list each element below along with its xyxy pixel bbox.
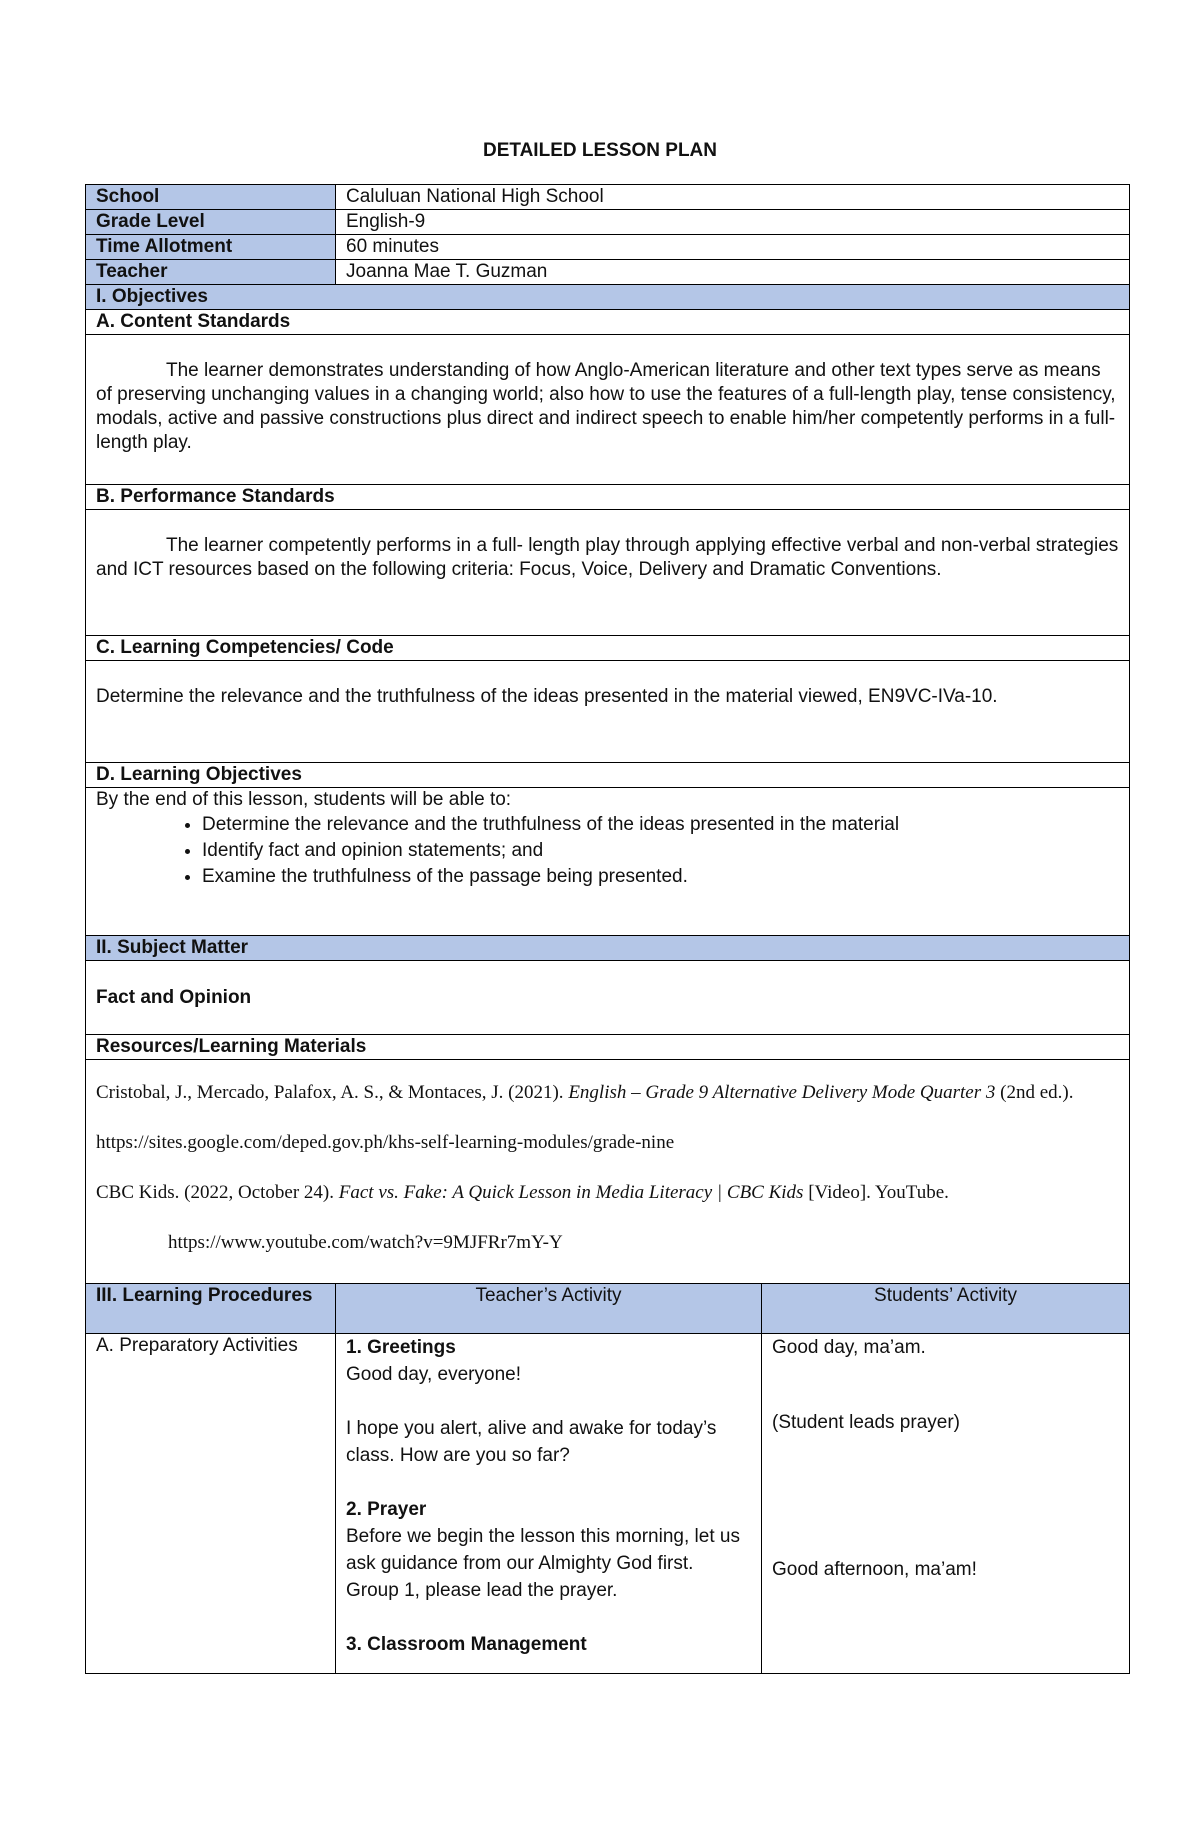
competencies-text: Determine the relevance and the truthfulness of the ideas presented in the material viewed, EN9VC-IVa-10. — [96, 686, 998, 707]
performance-standards-heading: B. Performance Standards — [86, 485, 1130, 510]
content-standards-text: The learner demonstrates understanding of how Anglo-American literature and other text types serve as means of preserving unchanging values in a changing world; also how to use the features of a full-length play, tense consistency, modals, active and passive constructions plus direct and indirect speech to enable him/her competently performs in a full-length play. — [96, 360, 1116, 453]
reference-2 — [96, 1168, 1119, 1218]
performance-standards-text: The learner competently performs in a full- length play through applying effective verbal and non-verbal strategies and ICT resources based on the following criteria: Focus, Voice, Delivery and Dramatic Conventions. — [96, 535, 1119, 580]
teacher-value: Joanna Mae T. Guzman — [336, 260, 1130, 285]
classroom-management-heading: 3. Classroom Management — [346, 1634, 587, 1655]
school-label: School — [86, 185, 336, 210]
reference-1-details: (2nd ed.). https://sites.google.com/deped.gov.ph/khs-self-learning-modules/grade-nine — [96, 1082, 1074, 1153]
subject-matter-heading: II. Subject Matter — [86, 936, 1130, 961]
lesson-plan-table — [85, 184, 1130, 1674]
procedures-heading: III. Learning Procedures — [86, 1284, 336, 1334]
learning-objectives-list — [96, 812, 1119, 890]
reference-2-authors: CBC Kids. (2022, October 24). — [96, 1182, 339, 1203]
grade-level-value: English-9 — [336, 210, 1130, 235]
reference-2-title: Fact vs. Fake: A Quick Lesson in Media Literacy | CBC Kids — [338, 1182, 804, 1203]
list-item: • Determine the relevance and the truthfulness of the ideas presented in the material — [202, 812, 1119, 838]
time-allotment-value: 60 minutes — [336, 235, 1130, 260]
subject-topic: Fact and Opinion — [86, 961, 1130, 1035]
teacher-activity-heading: Teacher’s Activity — [336, 1284, 762, 1334]
teacher-label: Teacher — [86, 260, 336, 285]
reference-1-title: English – Grade 9 Alternative Delivery Mode Quarter 3 — [568, 1082, 996, 1103]
reference-1-authors: Cristobal, J., Mercado, Palafox, A. S., & Montaces, J. (2021). — [96, 1082, 569, 1103]
prayer-text: Before we begin the lesson this morning, let us ask guidance from our Almighty God first. Group 1, please lead the prayer. — [346, 1526, 740, 1601]
competencies-heading: C. Learning Competencies/ Code — [86, 636, 1130, 661]
grade-level-label: Grade Level — [86, 210, 336, 235]
content-standards-cell — [86, 335, 1130, 485]
student-reply-2: (Student leads prayer) — [772, 1412, 960, 1433]
greetings-heading: 1. Greetings — [346, 1337, 456, 1358]
list-item: • Identify fact and opinion statements; and — [202, 838, 1119, 864]
greetings-line-2: I hope you alert, alive and awake for today’s class. How are you so far? — [346, 1418, 717, 1466]
learning-objectives-heading: D. Learning Objectives — [86, 763, 1130, 788]
preparatory-activities-label: A. Preparatory Activities — [86, 1334, 336, 1674]
student-reply-1: Good day, ma’am. — [772, 1337, 926, 1358]
performance-standards-cell — [86, 510, 1130, 636]
learning-objectives-cell — [86, 788, 1130, 936]
students-activity-heading: Students’ Activity — [762, 1284, 1130, 1334]
resources-cell — [86, 1060, 1130, 1284]
content-standards-heading: A. Content Standards — [86, 310, 1130, 335]
prayer-heading: 2. Prayer — [346, 1499, 427, 1520]
resources-heading: Resources/Learning Materials — [86, 1035, 1130, 1060]
learning-objectives-intro: By the end of this lesson, students will be able to: — [96, 789, 512, 810]
school-value: Caluluan National High School — [336, 185, 1130, 210]
list-item: • Examine the truthfulness of the passage being presented. — [202, 864, 1119, 890]
students-activity-cell — [762, 1334, 1130, 1674]
reference-2-url[interactable]: https://www.youtube.com/watch?v=9MJFRr7mY-Y — [168, 1232, 563, 1253]
time-allotment-label: Time Allotment — [86, 235, 336, 260]
teacher-activity-cell — [336, 1334, 762, 1674]
objectives-heading: I. Objectives — [86, 285, 1130, 310]
student-reply-3: Good afternoon, ma’am! — [772, 1559, 977, 1580]
greetings-line-1: Good day, everyone! — [346, 1364, 521, 1385]
document-title: DETAILED LESSON PLAN — [483, 140, 717, 161]
competencies-cell — [86, 661, 1130, 763]
reference-1 — [96, 1068, 1119, 1168]
reference-2-details: [Video]. YouTube. — [803, 1182, 949, 1203]
